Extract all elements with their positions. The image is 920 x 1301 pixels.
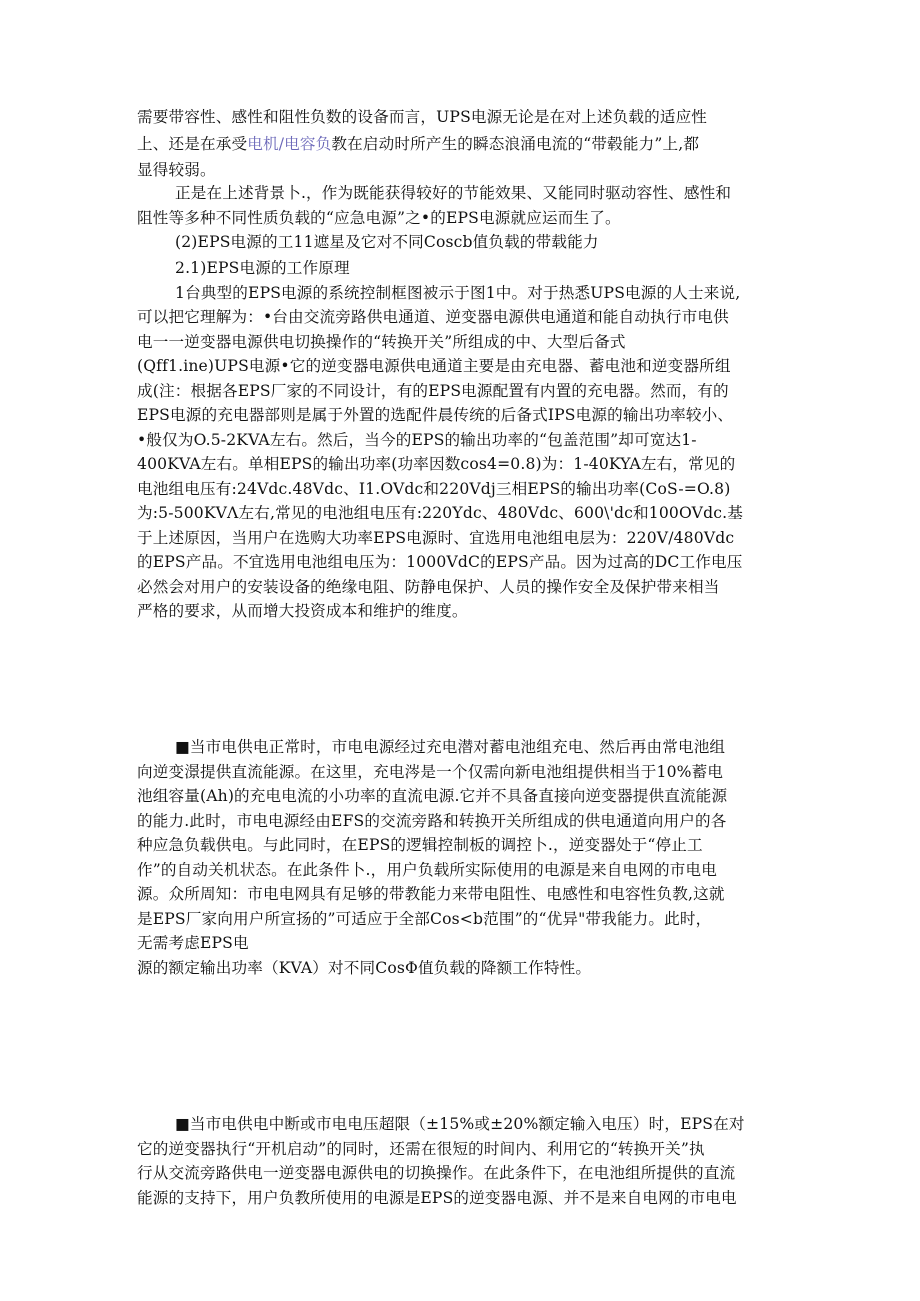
bullet-paragraph-start bbox=[175, 1113, 815, 1135]
text-line: 能源的支持下，用户负教所使用的电源是EPS的逆变器电源、并不是来自电网的市电电 bbox=[137, 1189, 737, 1207]
text-line: 是EPS厂家向用户所宣扬的”可适应于全部Cos<b范围”的“优异"带我能力。此时， bbox=[137, 910, 712, 928]
text-line: 可以把它理解为：•台由交流旁路供电通道、逆变器电源供电通道和能自动执行市电供 bbox=[137, 308, 729, 326]
text-segment: 上、还是在承受 bbox=[137, 135, 248, 153]
text-line: 1台典型的EPS电源的系统控制框图被示于图1中。对于热悉UPS电源的人士来说, bbox=[175, 284, 741, 302]
text-segment: 当市电供电中断或市电电压超限（±15%或±20%额定输入电压）时，EPS在对 bbox=[189, 1115, 745, 1133]
text-line: EPS电源的充电器部则是属于外置的选配件晨传统的后备式IPS电源的输出功率较小、 bbox=[137, 406, 734, 424]
text-line: 需要带容性、感性和阻性负数的设备而言，UPS电源无论是在对上述负载的适应性 bbox=[137, 108, 708, 126]
text-line-with-links bbox=[137, 133, 777, 155]
text-line: 于上述原因，当用户在选购大功率EPS电源时、宜选用电池组电层为：220V∕480Vdc bbox=[137, 529, 735, 547]
text-line: 阻性等多种不同性质负载的“应急电源”之•的EPS电源就应运而生了。 bbox=[137, 209, 621, 227]
text-segment: 教在启动时所产生的瞬态浪涌电流的“带毂能力”上,都 bbox=[331, 135, 700, 153]
text-line: 它的逆变器执行“开机启动”的同时，还需在很短的时间内、利用它的“转换开关”执 bbox=[137, 1140, 705, 1158]
text-line: 向逆变澋提供直流能源。在这里，充电涔是一个仅需向新电池组提供相当于10%蓄电 bbox=[137, 763, 724, 781]
text-line: 池组容量(Ah)的充电电流的小功率的直流电源.它并不具备直接向逆变器提供直流能源 bbox=[137, 787, 728, 805]
text-line: 为:5-500KVΛ左右,常见的电池组电压有:220Ydc、480Vdc、600\'dc和100OVdc.基 bbox=[137, 504, 743, 522]
link-separator: / bbox=[278, 135, 285, 153]
bullet-square-icon: ■ bbox=[175, 738, 190, 756]
text-line: •般仅为O.5-2KVA左右。然后，当今的EPS的输出功率的“包盖范围”却可宽达1- bbox=[137, 431, 697, 449]
text-line: (Qff1.ine)UPS电源•它的逆变器电源供电通道主要是由充电器、蓄电池和逆变器所组 bbox=[137, 357, 731, 375]
text-line: 电池组电压有:24Vdc.48Vdc、I1.OVdc和220Vdj三相EPS的输出功率(CoS-=O.8) bbox=[137, 480, 731, 498]
text-line: 的EPS产品。不宜选用电池组电压为：1000VdC的EPS产品。因为过高的DC工作电压 bbox=[137, 553, 743, 571]
text-line: 行从交流旁路供电一逆变器电源供电的切换操作。在此条件下，在电池组所提供的直流 bbox=[137, 1164, 736, 1182]
bullet-paragraph-start bbox=[175, 736, 815, 758]
link-motor[interactable]: 电机 bbox=[247, 135, 279, 153]
text-line: 源的额定输出功率（KVA）对不同CosΦ值负载的降额工作特性。 bbox=[137, 959, 592, 977]
subsection-heading: 2.1)EPS电源的工作原理 bbox=[175, 259, 350, 277]
text-line: 源。众所周知：市电电网具有足够的带教能力来带电阻性、电感性和电容性负教,这就 bbox=[137, 885, 725, 903]
text-line: 无需考虑EPS电 bbox=[137, 934, 249, 952]
text-line: 正是在上述背景卜.，作为既能获得较好的节能效果、又能同时驱动容性、感性和 bbox=[175, 184, 732, 202]
section-heading: (2)EPS电源的工11遮星及它对不同Coscb值负载的带载能力 bbox=[175, 233, 599, 251]
text-line: 电一一逆变器电源供电切换操作的“转换开关”所组成的中、大型后备式 bbox=[137, 333, 626, 351]
text-line: 成(注：根据各EPS厂家的不同设计，有的EPS电源配置有内置的充电器。然而，有的 bbox=[137, 382, 729, 400]
text-line: 严格的要求，从而增大投资成本和维护的维度。 bbox=[137, 602, 468, 620]
text-segment: 当市电供电正常时，市电电源经过充电潜对蓄电池组充电、然后再由常电池组 bbox=[189, 738, 726, 756]
text-line: 显得较弱。 bbox=[137, 161, 216, 179]
text-line: 作”的自动关机状态。在此条件卜.，用户负载所实际使用的电源是来自电网的市电电 bbox=[137, 861, 718, 879]
text-line: 种应急负载供电。与此同时，在EPS的逻辑控制板的调控卜.，逆变器处于“停止工 bbox=[137, 836, 703, 854]
text-line: 的能力.此时，市电电源经由EFS的交流旁路和转换开关所组成的供电通道向用户的各 bbox=[137, 812, 727, 830]
text-line: 400KVA左右。单相EPS的输出功率(功率因数cos4=0.8)为：1-40KYA左右，常见的 bbox=[137, 455, 736, 473]
text-line: 必然会对用户的安装设备的绝缘电阻、防静电保护、人员的操作安全及保护带来相当 bbox=[137, 578, 720, 596]
link-capacitive-load[interactable]: 电容负 bbox=[284, 135, 332, 153]
bullet-square-icon: ■ bbox=[175, 1115, 190, 1133]
